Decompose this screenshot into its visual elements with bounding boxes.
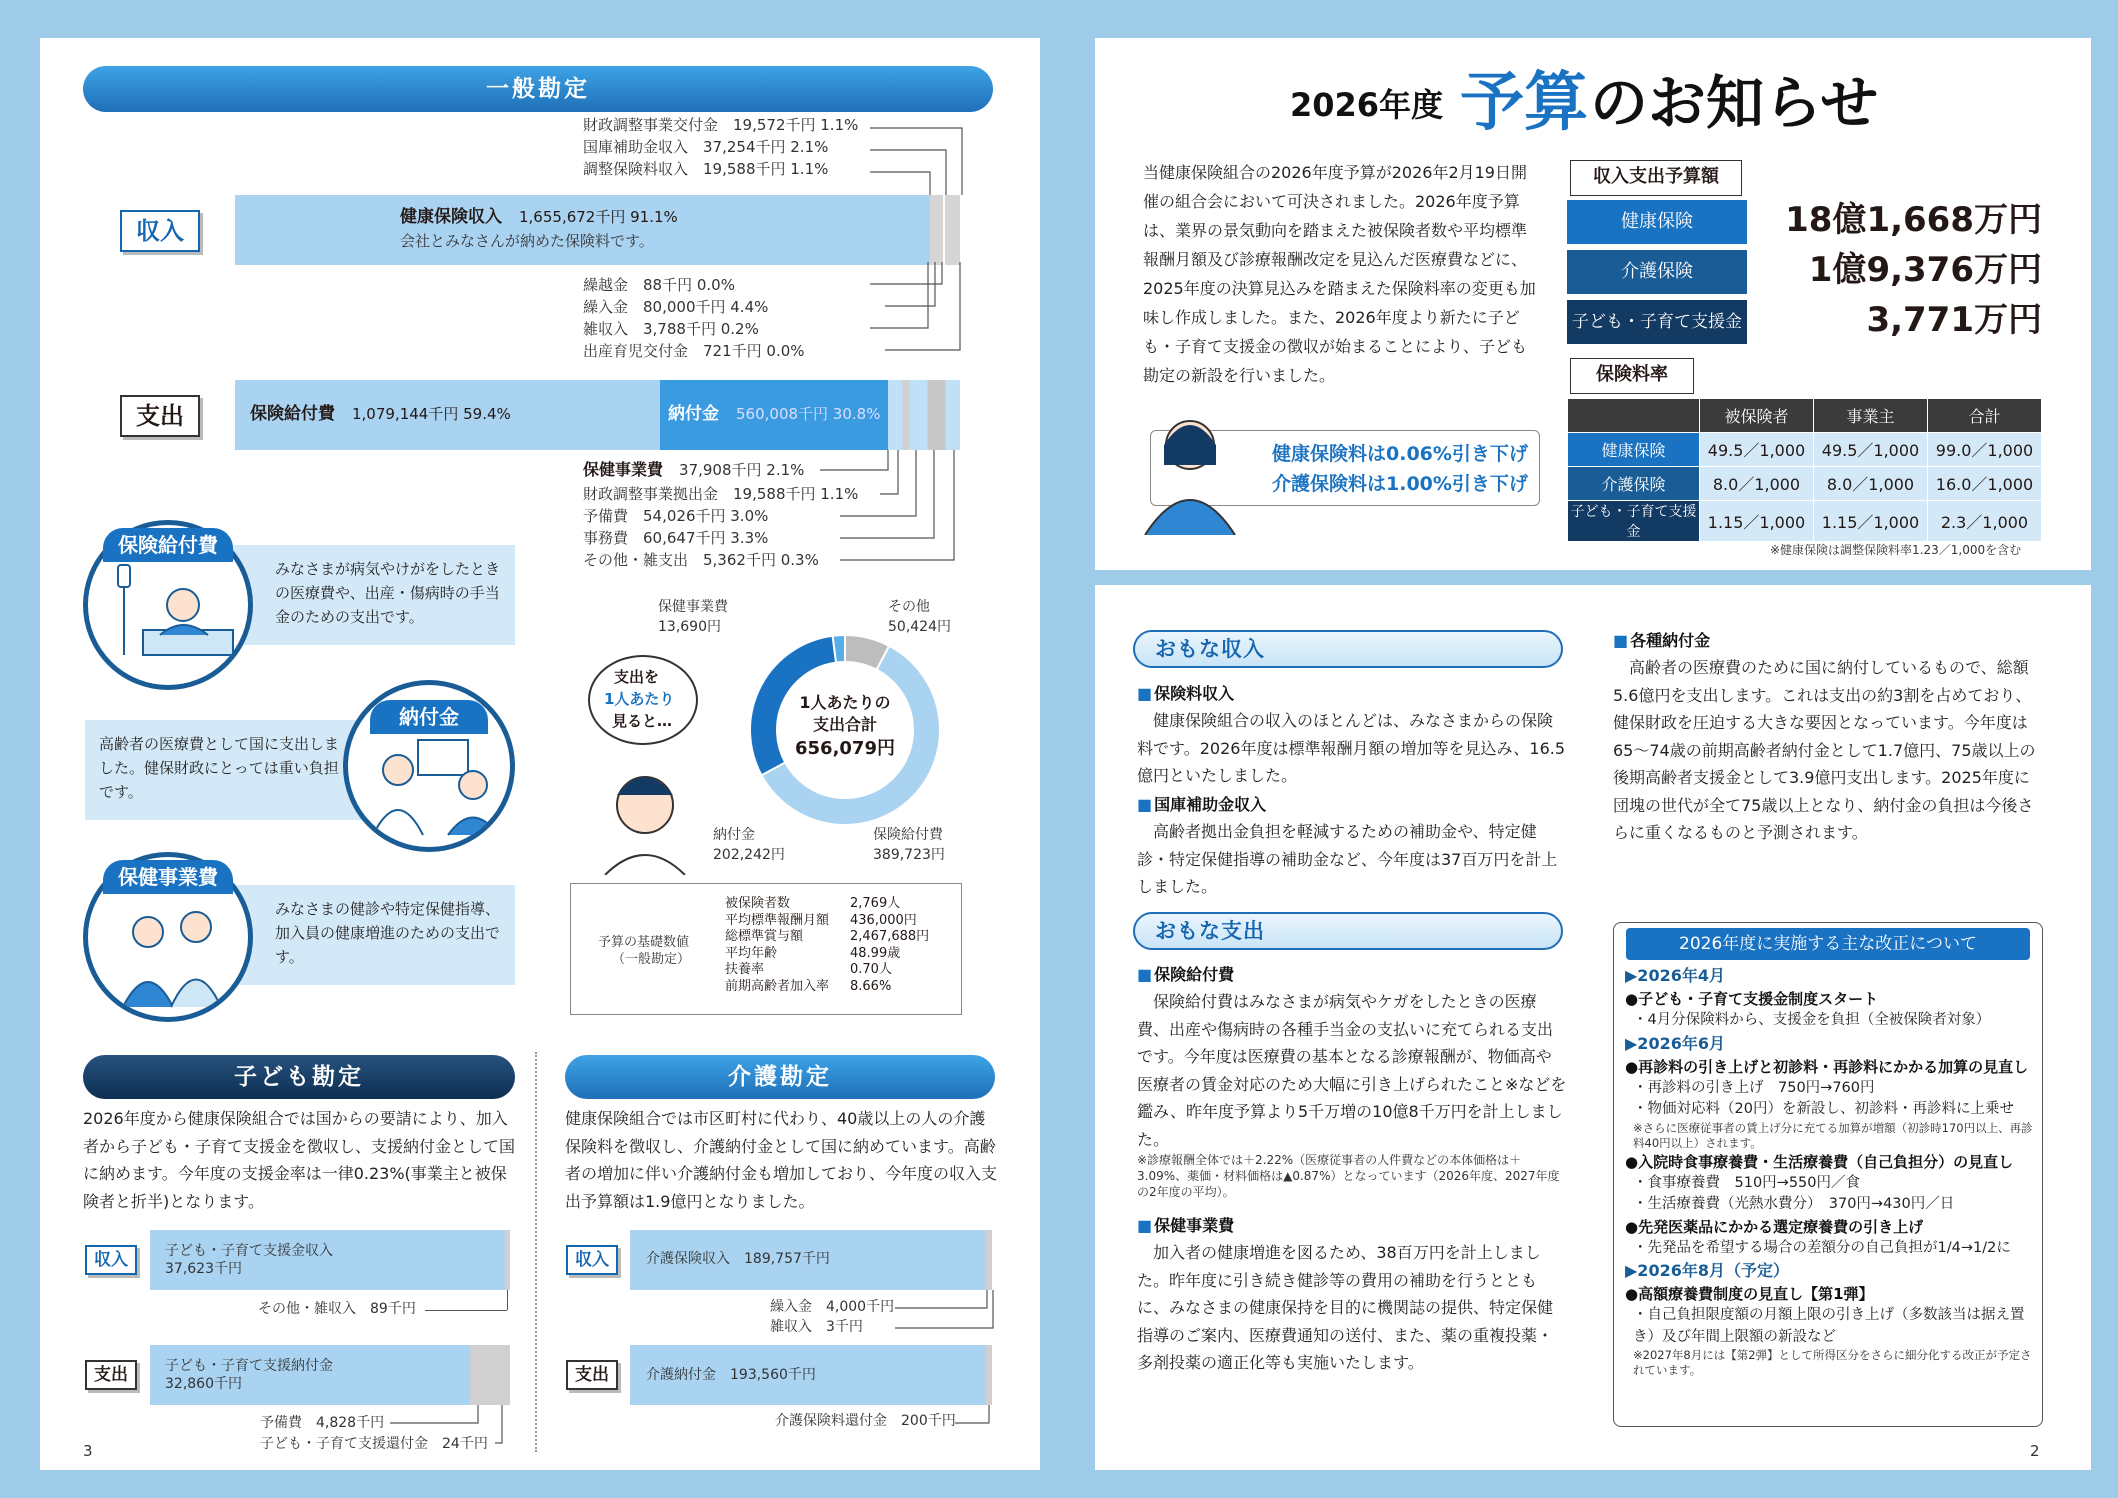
- rate-cell: 16.0／1,000: [1928, 467, 2042, 501]
- inc-bottom-leaders: [790, 262, 970, 362]
- sub-nofukin: ■ 各種納付金: [1613, 628, 1710, 651]
- budget-row: 子ども・子育て支援金: [1567, 300, 1747, 344]
- reform-item: ●再診料の引き上げと初診料・再診料にかかる加算の見直し: [1625, 1057, 2029, 1076]
- kaigo-exp-bar-rest: [986, 1345, 992, 1405]
- budget-row: 健康保険: [1567, 200, 1747, 244]
- donut-label: 202,242円: [713, 847, 785, 863]
- budget-value: 3,771万円: [1866, 300, 2042, 340]
- kaigo-inc-other: 繰入金 4,000千円: [770, 1299, 895, 1315]
- rate-table: [1567, 398, 2042, 542]
- main-income-header: おもな収入: [1133, 630, 1563, 668]
- inc-top-label: 国庫補助金収入 37,254千円 2.1%: [583, 138, 829, 156]
- ref-row: 前期高齢者加入率 8.66%: [725, 978, 892, 994]
- exp-bottom-label: 事務費 60,647千円 3.3%: [583, 529, 769, 547]
- reform-item: ●高額療養費制度の見直し【第1弾】: [1625, 1285, 1874, 1303]
- callout-line: 介護保険料は1.00%引き下げ: [1272, 473, 1528, 495]
- budget-value: 1億9,376万円: [1808, 250, 2042, 290]
- kodomo-exp-leaders: [390, 1405, 510, 1450]
- woman-presenter-icon: [1130, 405, 1240, 535]
- ref-row: 被保険者数 2,769人: [725, 896, 901, 911]
- income-bar-sep: [943, 195, 945, 265]
- ref-rows: [725, 896, 945, 995]
- intro-text: 当健康保険組合の2026年度予算が2026年2月19日開催の組合会において可決されました。2026年度予算は、業界の景気動向を踏まえた被保険者数や平均標準報酬月額及び診療報酬改定を見込んだ医療費などに、2025年度の決算見込みを踏まえた保険料率の変更も加味し作成しました。また、2026年度より新たに子ども・子育て支援金の徴収が始まることにより、子ども勘定の新設を行いました。: [1143, 163, 1536, 385]
- section-divider: [535, 1052, 537, 1452]
- inc-main-desc: 会社とみなさんが納めた保険料です。: [400, 232, 654, 250]
- kodomo-text: 2026年度から健康保険組合では国からの要請により、加入者から子ども・子育て支援金を徴収し、支援納付金として国に納めます。今年度の支援金率は一律0.23%(事業主と被保険者と折半)となります。: [83, 1109, 516, 1211]
- inc-top-label: 財政調整事業交付金 19,572千円 1.1%: [583, 116, 859, 134]
- rate-tag: 保険料率: [1570, 358, 1694, 394]
- rate-head: 合計: [1928, 399, 2042, 433]
- kaigo-inc-bar-rest: [985, 1230, 992, 1290]
- title-budget: 予算: [1460, 66, 1588, 140]
- kaigo-inc-leaders: [895, 1290, 995, 1335]
- sub-kyufu-note: ※診療報酬全体では＋2.22%（医療従事者の人件費などの本体価格は＋3.09%、薬価・材料価格は▲0.87%）となっています（2026年度、2027年度の2年度の平均）。: [1137, 1153, 1560, 1199]
- reform-title: 2026年度に実施する主な改正について: [1626, 928, 2030, 960]
- donut-label: 保険給付費: [873, 827, 943, 843]
- inc-bottom-label: 繰入金 80,000千円 4.4%: [583, 298, 769, 316]
- sub-hoken-jigyo: ■ 保健事業費: [1137, 1213, 1234, 1236]
- sub-kokko: ■ 国庫補助金収入: [1137, 792, 1266, 815]
- kodomo-inc-label: 子ども・子育て支援金収入: [165, 1243, 333, 1259]
- reform-item: ▶2026年4月: [1625, 966, 1725, 985]
- kodomo-inc-other: その他・雑収入 89千円: [258, 1301, 416, 1317]
- rate-head: [1568, 399, 1700, 433]
- cat1-label: 保険給付費: [103, 528, 233, 562]
- donut-label: 50,424円: [888, 619, 951, 635]
- reform-item: ●子ども・子育て支援金制度スタート: [1625, 990, 1879, 1008]
- donut-label: 13,690円: [658, 619, 721, 635]
- kodomo-inc-tag: 収入: [85, 1245, 137, 1275]
- cat3-label: 保健事業費: [103, 860, 233, 894]
- cat3-desc: みなさまの健診や特定保健指導、加入員の健康増進のための支出です。: [215, 885, 515, 985]
- donut-label: 保健事業費: [658, 599, 728, 615]
- inc-bottom-label: 雑収入 3,788千円 0.2%: [583, 320, 759, 338]
- kodomo-exp-other: 子ども・子育て支援還付金 24千円: [260, 1436, 488, 1452]
- rate-cell: 2.3／1,000: [1928, 501, 2042, 542]
- kaigo-exp-other: 介護保険料還付金 200千円: [775, 1413, 956, 1429]
- donut-center: 支出合計: [812, 715, 877, 734]
- reform-item: ・自己負担限度額の月額上限の引き上げ（多数該当は据え置き）及び年間上限額の新設など: [1633, 1307, 2025, 1345]
- exp-bottom-label: 財政調整事業拠出金 19,588千円 1.1%: [583, 485, 859, 503]
- year-label: 2026年度: [1290, 86, 1444, 124]
- reform-list: [1625, 964, 2035, 1378]
- reform-item: ・再診料の引き上げ 750円→760円: [1633, 1079, 1875, 1096]
- thinking-man-icon: [585, 755, 705, 875]
- sub-hoken-jigyo-text: 加入者の健康増進を図るため、38百万円を計上しました。昨年度に引き続き健診等の費用の補助を行うとともに、みなさまの健康保持を目的に機関誌の提供、特定保健指導のご案内、医療費通知の送付、また、薬の重複投薬・多剤投薬の適正化等も実施いたします。: [1137, 1243, 1554, 1372]
- budget-tag: 収入支出予算額: [1570, 160, 1742, 196]
- reform-item: ▶2026年6月: [1625, 1033, 1725, 1053]
- kodomo-exp-label: 子ども・子育て支援納付金: [165, 1358, 333, 1374]
- donut-label: 納付金: [713, 827, 755, 843]
- rate-row-head: 子ども・子育て支援金: [1568, 501, 1700, 542]
- donut-label: その他: [888, 599, 930, 615]
- page-number: 3: [83, 1442, 93, 1460]
- ippan-header: 一般勘定: [83, 66, 993, 112]
- callout-line: 健康保険料は0.06%引き下げ: [1272, 443, 1528, 465]
- ref-row: 扶養率 0.70人: [725, 962, 892, 977]
- page-number: 2: [2030, 1442, 2040, 1460]
- budget-value: 18億1,668万円: [1785, 200, 2042, 240]
- kaigo-inc-tag: 収入: [566, 1245, 618, 1275]
- kaigo-exp-tag: 支出: [566, 1360, 618, 1390]
- rate-cell: 1.15／1,000: [1814, 501, 1928, 542]
- sub-hoken-ryo-text: 健康保険組合の収入のほとんどは、みなさまからの保険料です。2026年度は標準報酬月額の増加等を見込み、16.5億円といたしました。: [1137, 711, 1566, 785]
- income-bar-rest: [930, 195, 960, 265]
- reform-item: ●先発医薬品にかかる選定療養費の引き上げ: [1625, 1217, 1924, 1236]
- ref-title: 予算の基礎数値: [598, 935, 690, 950]
- kaigo-exp-leader: [955, 1405, 995, 1430]
- ref-row: 平均標準報酬月額 436,000円: [725, 912, 917, 928]
- rate-cell: 49.5／1,000: [1814, 433, 1928, 467]
- bubble-line: 見ると…: [612, 712, 673, 730]
- rate-cell: 99.0／1,000: [1928, 433, 2042, 467]
- inc-bottom-label: 繰越金 88千円 0.0%: [583, 276, 735, 294]
- rate-cell: 1.15／1,000: [1700, 501, 1814, 542]
- leader: [425, 1310, 507, 1330]
- reform-item: ●入院時食事療養費・生活療養費（自己負担分）の見直し: [1625, 1152, 2014, 1171]
- reform-item: ・生活療養費（光熱水費分） 370円→430円／日: [1633, 1196, 1955, 1212]
- sub-nofukin-text: 高齢者の医療費のために国に納付しているもので、総額5.6億円を支出します。これは支出の約3割を占めており、健保財政を圧迫する大きな要因となっています。今年度は65～74歳の前期高齢者納付金として1.7億円、75歳以上の後期高齢者支援金として3.9億円支出します。2025年度に団塊の世代が全て75歳以上となり、納付金の負担は今後さらに重くなるものと予測されます。: [1613, 658, 2036, 842]
- inc-bottom-label: 出産育児交付金 721千円 0.0%: [583, 342, 805, 360]
- exp-hoken-label: 保健事業費 37,908千円 2.1%: [583, 460, 805, 479]
- ref-row: 総標準賞与額 2,467,688円: [725, 929, 930, 944]
- donut-center: 656,079円: [795, 738, 895, 759]
- exp-nofu-label: 納付金 560,008千円 30.8%: [668, 404, 881, 424]
- kaigo-exp-label: 介護納付金 193,560千円: [646, 1367, 816, 1383]
- exp-bottom-leaders: [820, 450, 970, 570]
- title-notice: のお知らせ: [1590, 69, 1879, 137]
- kodomo-header: 子ども勘定: [83, 1055, 515, 1099]
- expense-tag: 支出: [120, 395, 200, 437]
- donut-center: 1人あたりの: [799, 693, 891, 712]
- kodomo-exp-tag: 支出: [85, 1360, 137, 1390]
- kodomo-exp-value: 32,860千円: [165, 1376, 242, 1392]
- cat1-desc: みなさまが病気やけがをしたときの医療費や、出産・傷病時の手当金のための支出です。: [215, 545, 515, 645]
- reform-item: ・食事療養費 510円→550円／食: [1633, 1174, 1861, 1191]
- reform-item: ・物価対応料（20円）を新設し、初診料・再診料に上乗せ: [1633, 1101, 2014, 1117]
- ref-row: 平均年齢 48.99歳: [725, 945, 901, 961]
- exp-main-label: 保険給付費 1,079,144千円 59.4%: [250, 404, 511, 424]
- bubble-line: 支出を: [614, 668, 660, 686]
- rate-row-head: 介護保険: [1568, 467, 1700, 501]
- ref-title: （一般勘定）: [612, 952, 691, 967]
- sub-kokko-text: 高齢者拠出金負担を軽減するための補助金や、特定健診・特定保健指導の補助金など、今年度は37百万円を計上しました。: [1137, 822, 1558, 896]
- kaigo-inc-other: 雑収入 3千円: [770, 1319, 863, 1335]
- rate-cell: 49.5／1,000: [1700, 433, 1814, 467]
- donut-label: 389,723円: [873, 847, 945, 863]
- kodomo-inc-bar-rest: [505, 1230, 510, 1290]
- inc-main-label: 健康保険収入 1,655,672千円 91.1%: [400, 207, 678, 227]
- kaigo-header: 介護勘定: [565, 1055, 995, 1099]
- reform-item: ・4月分保険料から、支援金を負担（全被保険者対象）: [1633, 1012, 1991, 1028]
- kaigo-inc-label: 介護保険収入 189,757千円: [646, 1251, 830, 1267]
- sub-hoken-ryo: ■ 保険料収入: [1137, 681, 1234, 704]
- reform-item: ・先発品を希望する場合の差額分の自己負担が1/4→1/2に: [1633, 1239, 2011, 1256]
- bubble-line: 1人あたり: [604, 690, 675, 708]
- rate-cell: 8.0／1,000: [1814, 467, 1928, 501]
- rate-head: 被保険者: [1700, 399, 1814, 433]
- kaigo-text: 健康保険組合では市区町村に代わり、40歳以上の人の介護保険料を徴収し、介護納付金として国に納めています。高齢者の増加に伴い介護納付金も増加しており、今年度の収入支出予算額は1.9億円となりました。: [565, 1109, 998, 1211]
- expense-bar-other: [888, 380, 960, 450]
- main-expense-header: おもな支出: [1133, 912, 1563, 950]
- rate-row-head: 健康保険: [1568, 433, 1700, 467]
- kodomo-inc-value: 37,623千円: [165, 1261, 242, 1277]
- reform-item: ▶2026年8月（予定）: [1625, 1261, 1789, 1280]
- rate-head: 事業主: [1814, 399, 1928, 433]
- sub-kyufu: ■ 保険給付費: [1137, 962, 1234, 985]
- cat2-label: 納付金: [370, 700, 488, 734]
- rate-cell: 8.0／1,000: [1700, 467, 1814, 501]
- inc-top-label: 調整保険料収入 19,588千円 1.1%: [583, 160, 829, 178]
- kodomo-exp-other: 予備費 4,828千円: [260, 1415, 385, 1431]
- rate-note: ※健康保険は調整保険料率1.23／1,000を含む: [1770, 543, 2022, 557]
- reform-item: ※2027年8月には【第2弾】として所得区分をさらに細分化する改正が予定されています。: [1633, 1348, 2032, 1377]
- cat2-desc: 高齢者の医療費として国に支出しました。健保財政にとっては重い負担です。: [85, 720, 365, 820]
- sub-kyufu-text: 保険給付費はみなさまが病気やケガをしたときの医療費、出産や傷病時の各種手当金の支払いに充てられる支出です。今年度は医療費の基本となる診療報酬が、物価高や医療者の賃金対応のため大幅に引き上げられたこと※などを鑑み、昨年度予算より5千万増の10億8千万円を計上しました。: [1137, 992, 1567, 1149]
- reform-item: ※さらに医療従事者の賃上げ分に充てる加算が増額（初診時170円以上、再診料40円以上）されます。: [1633, 1120, 2033, 1150]
- income-tag: 収入: [120, 210, 200, 252]
- budget-row: 介護保険: [1567, 250, 1747, 294]
- kodomo-exp-bar-rest: [470, 1345, 510, 1405]
- leader: [507, 1290, 508, 1310]
- exp-bottom-label: 予備費 54,026千円 3.0%: [583, 507, 769, 525]
- exp-bottom-label: その他・雑支出 5,362千円 0.3%: [583, 551, 819, 569]
